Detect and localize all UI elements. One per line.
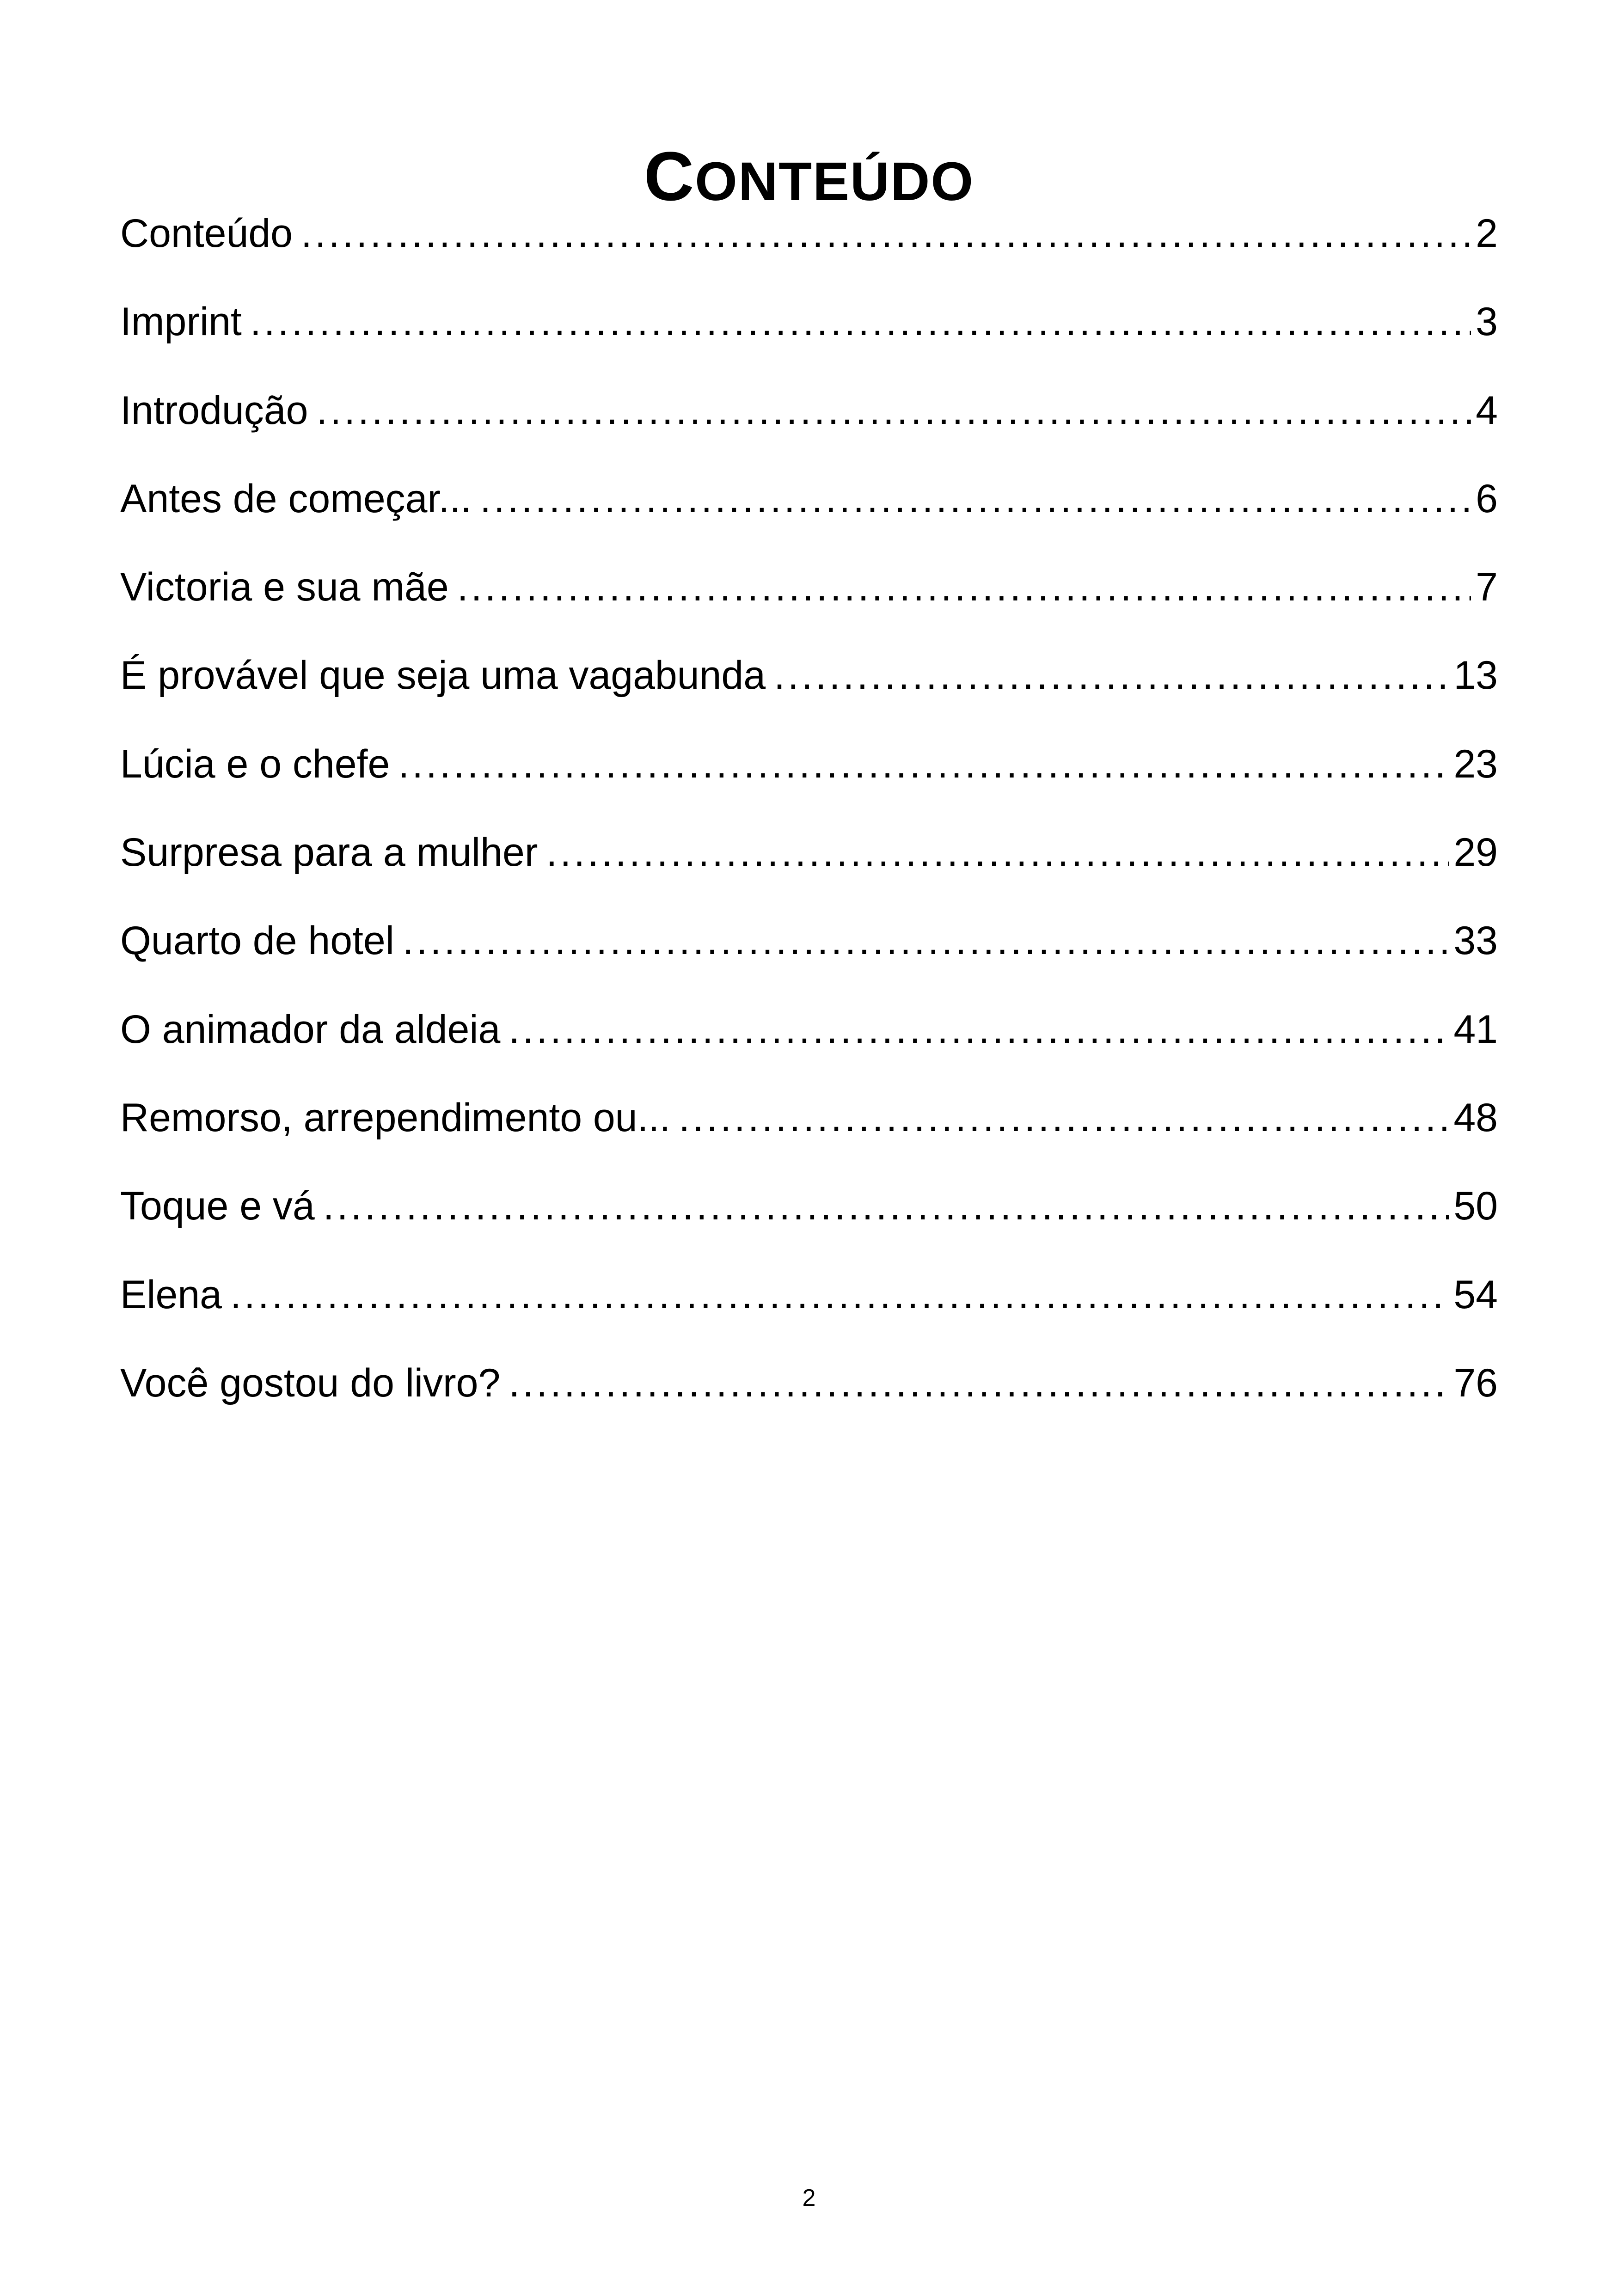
- toc-dot-leader: [250, 282, 1471, 361]
- toc-entry-label: Lúcia e o chefe: [120, 725, 398, 803]
- toc-entry-label: É provável que seja uma vagabunda: [120, 636, 774, 715]
- table-of-contents: [120, 194, 1498, 1432]
- toc-dot-leader: [480, 459, 1471, 538]
- toc-entry[interactable]: [120, 1167, 1498, 1255]
- toc-entry-page: 33: [1449, 901, 1498, 980]
- toc-entry-page: 76: [1449, 1344, 1498, 1422]
- toc-entry-label: Elena: [120, 1255, 230, 1334]
- toc-entry[interactable]: [120, 282, 1498, 371]
- toc-entry[interactable]: [120, 1078, 1498, 1167]
- toc-entry-label: O animador da aldeia: [120, 990, 509, 1069]
- toc-dot-leader: [457, 548, 1471, 626]
- page-number: 2: [802, 2185, 816, 2211]
- toc-entry-page: 7: [1471, 548, 1498, 626]
- toc-dot-leader: [774, 636, 1449, 715]
- toc-entry[interactable]: [120, 1344, 1498, 1432]
- toc-entry-label: Antes de começar...: [120, 459, 480, 538]
- toc-dot-leader: [403, 901, 1449, 980]
- toc-entry-label: Victoria e sua mãe: [120, 548, 457, 626]
- toc-entry-page: 29: [1449, 813, 1498, 892]
- toc-entry-page: 54: [1449, 1255, 1498, 1334]
- toc-entry-page: 41: [1449, 990, 1498, 1069]
- toc-entry-label: Toque e vá: [120, 1167, 323, 1245]
- page-title-first-letter: C: [644, 137, 695, 215]
- toc-entry[interactable]: [120, 194, 1498, 282]
- toc-dot-leader: [230, 1255, 1449, 1334]
- toc-entry[interactable]: [120, 548, 1498, 636]
- toc-entry-label: Imprint: [120, 282, 250, 361]
- toc-entry[interactable]: [120, 371, 1498, 459]
- toc-entry-page: 50: [1449, 1167, 1498, 1245]
- toc-dot-leader: [301, 194, 1471, 273]
- toc-entry-page: 4: [1471, 371, 1498, 450]
- toc-entry[interactable]: [120, 636, 1498, 724]
- toc-dot-leader: [398, 725, 1449, 803]
- toc-entry-label: Surpresa para a mulher: [120, 813, 546, 892]
- toc-entry-label: Você gostou do livro?: [120, 1344, 509, 1422]
- toc-entry[interactable]: [120, 459, 1498, 548]
- toc-entry-page: 6: [1471, 459, 1498, 538]
- toc-entry-label: Quarto de hotel: [120, 901, 403, 980]
- toc-entry-page: 2: [1471, 194, 1498, 273]
- toc-dot-leader: [679, 1078, 1449, 1157]
- toc-entry[interactable]: [120, 990, 1498, 1078]
- toc-dot-leader: [316, 371, 1471, 450]
- toc-entry[interactable]: [120, 1255, 1498, 1344]
- toc-entry-page: 48: [1449, 1078, 1498, 1157]
- toc-entry-page: 3: [1471, 282, 1498, 361]
- toc-entry[interactable]: [120, 813, 1498, 901]
- toc-entry-label: Remorso, arrependimento ou...: [120, 1078, 679, 1157]
- toc-entry-page: 13: [1449, 636, 1498, 715]
- toc-entry-label: Conteúdo: [120, 194, 301, 273]
- toc-entry[interactable]: [120, 901, 1498, 990]
- toc-entry-label: Introdução: [120, 371, 316, 450]
- toc-dot-leader: [509, 1344, 1449, 1422]
- toc-entry-page: 23: [1449, 725, 1498, 803]
- toc-entry[interactable]: [120, 725, 1498, 813]
- page-title-rest: ONTEÚDO: [695, 151, 974, 212]
- toc-dot-leader: [509, 990, 1449, 1069]
- toc-dot-leader: [323, 1167, 1449, 1245]
- toc-dot-leader: [546, 813, 1449, 892]
